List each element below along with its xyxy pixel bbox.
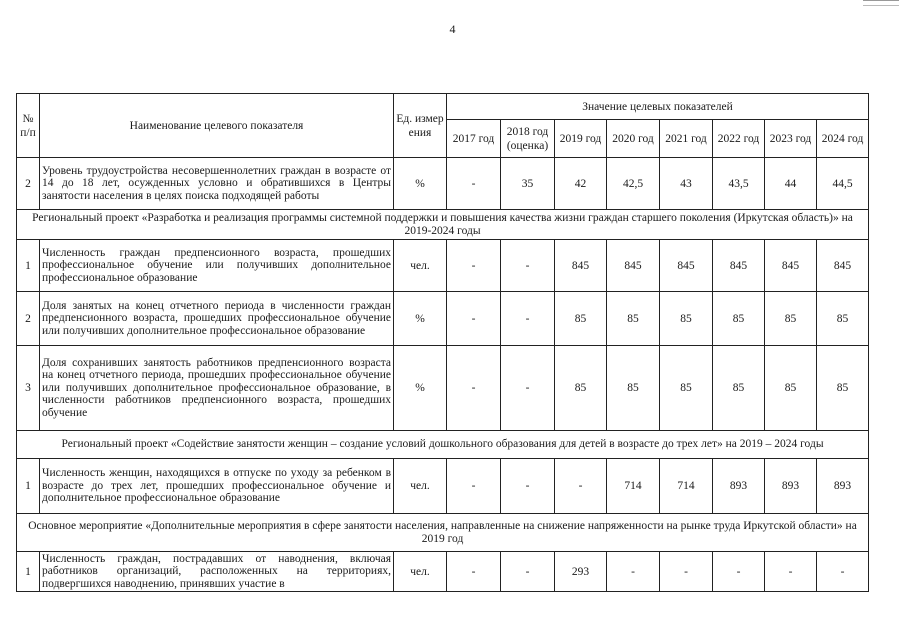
row-unit: чел. bbox=[394, 459, 447, 514]
row-value: - bbox=[447, 346, 501, 431]
header-year: 2019 год bbox=[555, 120, 607, 158]
row-value: 35 bbox=[501, 158, 555, 210]
row-value: 845 bbox=[555, 240, 607, 292]
row-value: 42,5 bbox=[607, 158, 660, 210]
row-unit: чел. bbox=[394, 240, 447, 292]
indicator-name: Доля занятых на конец отчетного периода в численности граждан предпенсионного возраста, прошедших профессиональное обучение или получивших дополнительное профессиональное образование bbox=[40, 292, 394, 346]
row-value: 893 bbox=[817, 459, 869, 514]
row-value: - bbox=[447, 552, 501, 592]
section-title: Региональный проект «Разработка и реализация программы системной поддержки и повышения качества жизни граждан старшего поколения (Иркутская область)» на 2019-2024 годы bbox=[17, 210, 869, 240]
section-row bbox=[17, 210, 869, 240]
row-unit: % bbox=[394, 292, 447, 346]
row-value: 845 bbox=[817, 240, 869, 292]
row-value: - bbox=[501, 346, 555, 431]
row-value: 893 bbox=[713, 459, 765, 514]
row-value: 85 bbox=[713, 292, 765, 346]
row-value: 85 bbox=[817, 292, 869, 346]
row-num: 1 bbox=[17, 459, 40, 514]
indicator-name: Уровень трудоустройства несовершеннолетних граждан в возрасте от 14 до 18 лет, осужденных условно и обратившихся в Центры занятости населения в целях поиска подходящей работы bbox=[40, 158, 394, 210]
row-value: - bbox=[555, 459, 607, 514]
section-title: Региональный проект «Содействие занятости женщин – создание условий дошкольного образования для детей в возрасте до трех лет» на 2019 – 2024 годы bbox=[17, 431, 869, 459]
row-value: 85 bbox=[660, 346, 713, 431]
row-value: 845 bbox=[660, 240, 713, 292]
header-year: 2023 год bbox=[765, 120, 817, 158]
row-value: 845 bbox=[607, 240, 660, 292]
section-row bbox=[17, 514, 869, 552]
row-value: - bbox=[447, 240, 501, 292]
indicator-name: Доля сохранивших занятость работников предпенсионного возраста на конец отчетного периода, прошедших профессиональное обучение или получивших дополнительное профессиональное образование, в численности работников предпенсионного возраста, прошедших обучение bbox=[40, 346, 394, 431]
header-num: № п/п bbox=[17, 94, 40, 158]
header-year: 2017 год bbox=[447, 120, 501, 158]
row-value: 85 bbox=[607, 292, 660, 346]
row-unit: % bbox=[394, 346, 447, 431]
row-value: - bbox=[660, 552, 713, 592]
row-value: 293 bbox=[555, 552, 607, 592]
target-indicators-table bbox=[16, 93, 869, 592]
header-values-group: Значение целевых показателей bbox=[447, 94, 869, 120]
row-value: 85 bbox=[713, 346, 765, 431]
row-value: 85 bbox=[765, 346, 817, 431]
row-value: - bbox=[447, 292, 501, 346]
row-value: 43,5 bbox=[713, 158, 765, 210]
row-num: 1 bbox=[17, 552, 40, 592]
row-value: 85 bbox=[555, 292, 607, 346]
header-unit: Ед. измер ения bbox=[394, 94, 447, 158]
header-year: 2018 год (оценка) bbox=[501, 120, 555, 158]
row-value: - bbox=[501, 459, 555, 514]
row-value: - bbox=[501, 292, 555, 346]
row-value: 85 bbox=[607, 346, 660, 431]
row-value: - bbox=[447, 459, 501, 514]
corner-scan-mark bbox=[863, 0, 899, 6]
section-row bbox=[17, 431, 869, 459]
row-value: 44,5 bbox=[817, 158, 869, 210]
row-value: 85 bbox=[765, 292, 817, 346]
header-year: 2021 год bbox=[660, 120, 713, 158]
table-row bbox=[17, 158, 869, 210]
row-value: - bbox=[607, 552, 660, 592]
row-value: - bbox=[817, 552, 869, 592]
header-year: 2022 год bbox=[713, 120, 765, 158]
page-number: 4 bbox=[449, 22, 456, 36]
table-row bbox=[17, 346, 869, 431]
row-value: 85 bbox=[817, 346, 869, 431]
table-row bbox=[17, 459, 869, 514]
row-value: 714 bbox=[660, 459, 713, 514]
row-value: 845 bbox=[713, 240, 765, 292]
row-unit: % bbox=[394, 158, 447, 210]
row-value: 85 bbox=[660, 292, 713, 346]
row-value: 714 bbox=[607, 459, 660, 514]
row-num: 3 bbox=[17, 346, 40, 431]
indicator-name: Численность граждан предпенсионного возраста, прошедших профессиональное обучение или получивших дополнительное профессиональное образование bbox=[40, 240, 394, 292]
row-value: - bbox=[447, 158, 501, 210]
indicator-name: Численность граждан, пострадавших от наводнения, включая работников организаций, расположенных на территориях, подвергшихся наводнению, принявших участие в bbox=[40, 552, 394, 592]
row-value: - bbox=[713, 552, 765, 592]
row-num: 1 bbox=[17, 240, 40, 292]
row-value: 42 bbox=[555, 158, 607, 210]
row-value: 85 bbox=[555, 346, 607, 431]
row-value: 893 bbox=[765, 459, 817, 514]
row-num: 2 bbox=[17, 292, 40, 346]
row-value: 43 bbox=[660, 158, 713, 210]
row-value: 845 bbox=[765, 240, 817, 292]
indicator-name: Численность женщин, находящихся в отпуске по уходу за ребенком в возрасте до трех лет, прошедших профессиональное обучение и дополнительное профессиональное образование bbox=[40, 459, 394, 514]
table-row bbox=[17, 292, 869, 346]
header-name: Наименование целевого показателя bbox=[40, 94, 394, 158]
section-title: Основное мероприятие «Дополнительные мероприятия в сфере занятости населения, направленные на снижение напряженности на рынке труда Иркутской области» на 2019 год bbox=[17, 514, 869, 552]
row-value: 44 bbox=[765, 158, 817, 210]
table-row bbox=[17, 552, 869, 592]
header-year: 2024 год bbox=[817, 120, 869, 158]
header-year: 2020 год bbox=[607, 120, 660, 158]
row-num: 2 bbox=[17, 158, 40, 210]
row-value: - bbox=[501, 552, 555, 592]
table-row bbox=[17, 240, 869, 292]
row-value: - bbox=[765, 552, 817, 592]
row-value: - bbox=[501, 240, 555, 292]
row-unit: чел. bbox=[394, 552, 447, 592]
